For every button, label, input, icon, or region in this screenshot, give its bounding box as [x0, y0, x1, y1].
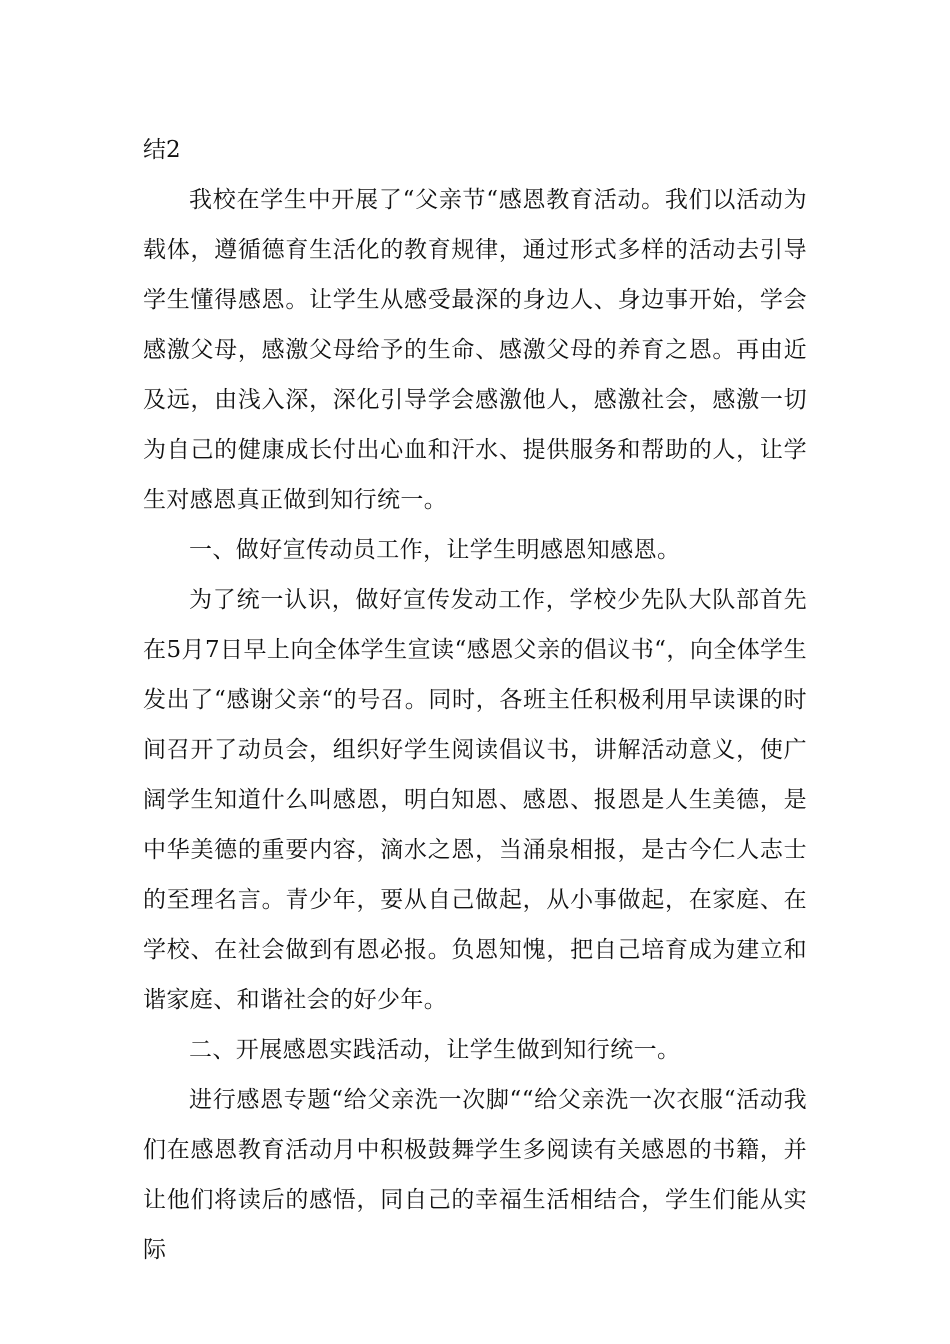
- section-heading-1: 一、做好宣传动员工作，让学生明感恩知感恩。: [189, 537, 681, 563]
- title-fragment: 结2: [143, 137, 181, 163]
- document-page: [143, 125, 807, 1275]
- paragraph-section-2: 进行感恩专题“给父亲洗一次脚““给父亲洗一次衣服“活动我们在感恩教育活动月中积极鼓舞学生多阅读有关感恩的书籍，并让他们将读后的感悟，同自己的幸福生活相结合，学生们能从实际: [143, 1087, 807, 1263]
- paragraph-intro: 我校在学生中开展了“父亲节“感恩教育活动。我们以活动为载体，遵循德育生活化的教育规律，通过形式多样的活动去引导学生懂得感恩。让学生从感受最深的身边人、身边事开始，学会感激父母，感激父母给予的生命、感激父母的养育之恩。再由近及远，由浅入深，深化引导学会感激他人，感激社会，感激一切为自己的健康成长付出心血和汗水、提供服务和帮助的人，让学生对感恩真正做到知行统一。: [143, 187, 807, 513]
- paragraph-section-1: 为了统一认识，做好宣传发动工作，学校少先队大队部首先在5月7日早上向全体学生宣读“感恩父亲的倡议书“，向全体学生发出了“感谢父亲“的号召。同时，各班主任积极利用早读课的时间召开了动员会，组织好学生阅读倡议书，讲解活动意义，使广阔学生知道什么叫感恩，明白知恩、感恩、报恩是人生美德，是中华美德的重要内容，滴水之恩，当涌泉相报，是古今仁人志士的至理名言。青少年，要从自己做起，从小事做起，在家庭、在学校、在社会做到有恩必报。负恩知愧，把自己培育成为建立和谐家庭、和谐社会的好少年。: [143, 587, 807, 1013]
- section-heading-2: 二、开展感恩实践活动，让学生做到知行统一。: [189, 1037, 681, 1063]
